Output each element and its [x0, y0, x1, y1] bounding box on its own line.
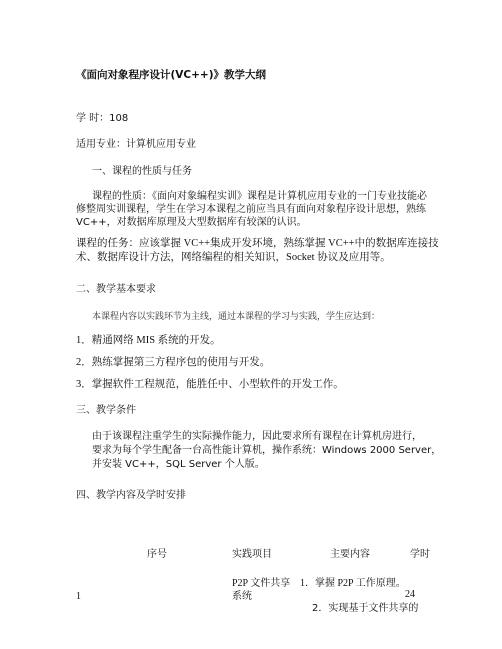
requirement-item-3: 3．掌握软件工程规范，能胜任中、小型软件的开发工作。: [76, 379, 344, 390]
document-title: 《面向对象程序设计(VC++)》教学大纲: [76, 69, 267, 81]
nature-line-3: VC++，对数据库原理及大型数据库有较深的认识。: [76, 217, 307, 228]
table-header-number: 序号: [147, 549, 167, 560]
conditions-line-3: 并安装 VC++，SQL Server 个人版。: [92, 459, 265, 470]
table-cell-number: 1: [76, 591, 81, 602]
nature-line-1: 课程的性质：《面向对象编程实训》课程是计算机应用专业的一门专业技能必: [92, 191, 427, 202]
nature-line-2: 修整周实训课程，学生在学习本课程之前应当具有面向对象程序设计思想，熟练: [76, 204, 426, 215]
table-header-content: 主要内容: [330, 549, 370, 560]
conditions-line-2: 要求为每个学生配备一台高性能计算机，操作系统：Windows 2000 Server，: [92, 445, 442, 456]
section-heading-nature: 一、课程的性质与任务: [92, 166, 192, 177]
section-heading-schedule: 四、教学内容及学时安排: [76, 490, 186, 501]
table-cell-content-line1: 1．掌握 P2P 工作原理。: [300, 578, 406, 589]
section-heading-requirements: 二、教学基本要求: [76, 284, 156, 295]
conditions-line-1: 由于该课程注重学生的实际操作能力，因此要求所有课程在计算机房进行，: [92, 431, 422, 442]
requirement-item-2: 2．熟练掌握第三方程序包的使用与开发。: [76, 357, 271, 368]
table-cell-project-line1: P2P 文件共享: [232, 578, 291, 589]
major-line: 适用专业：计算机应用专业: [76, 139, 196, 150]
requirement-item-1: 1．精通网络 MIS 系统的开发。: [76, 335, 221, 346]
hours-line: 学 时：108: [76, 113, 129, 124]
task-line-2: 术、数据库设计方法，网络编程的相关知识，Socket 协议及应用等。: [76, 252, 391, 263]
requirements-intro: 本课程内容以实践环节为主线，通过本课程的学习与实践，学生应达到：: [92, 311, 381, 321]
table-cell-project-line2: 系统: [232, 591, 252, 602]
table-cell-content-line2: 2．实现基于文件共享的: [312, 603, 419, 614]
table-header-hours: 学时: [410, 549, 430, 560]
section-heading-conditions: 三、教学条件: [76, 405, 136, 416]
table-cell-hours: 24: [405, 589, 415, 600]
table-header-project: 实践项目: [232, 549, 272, 560]
task-line-1: 课程的任务：应该掌握 VC++集成开发环境，熟练掌握 VC++中的数据库连接技: [76, 238, 439, 249]
